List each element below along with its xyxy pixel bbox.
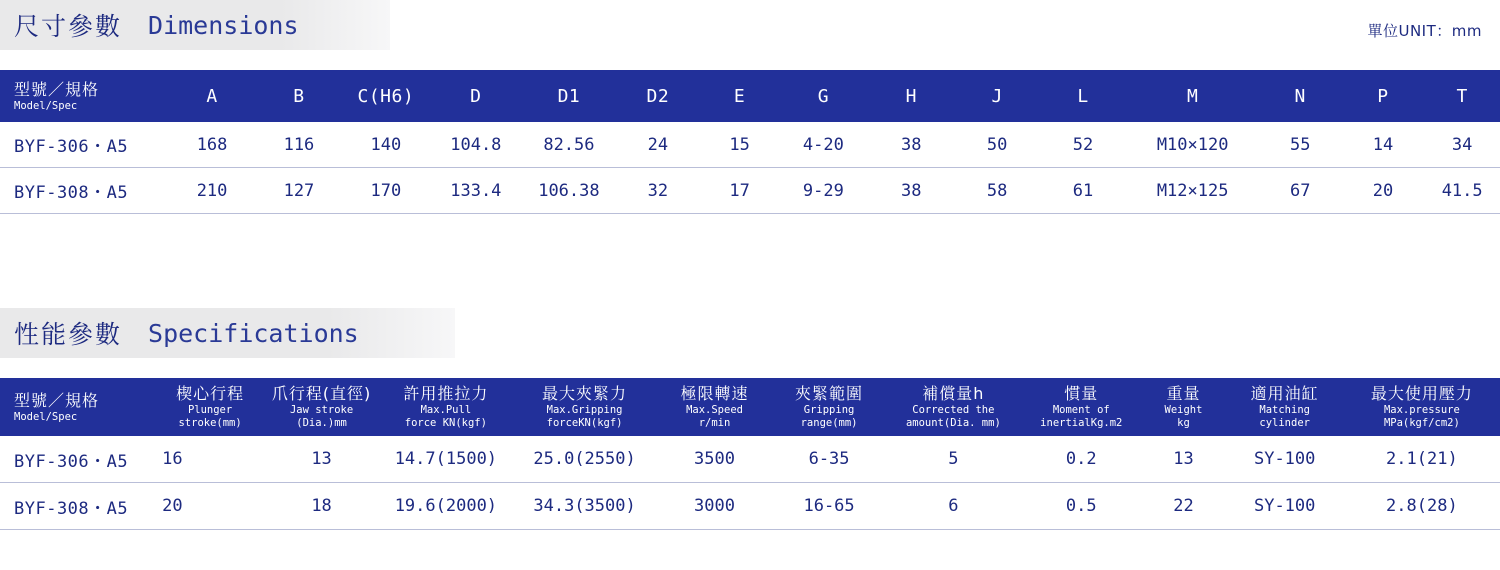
- specifications-header-gripping-range: 夾緊範圍 Gripping range(mm): [773, 378, 886, 436]
- specifications-header-max-gripping-force: 最大夾緊力 Max.Gripping forceKN(kgf): [513, 378, 657, 436]
- dimensions-header-row: [0, 70, 1500, 122]
- specifications-cell: 2.1(21): [1344, 436, 1500, 483]
- specifications-cell: 16: [156, 436, 264, 483]
- dimensions-cell: 38: [868, 122, 955, 168]
- dimensions-cell: 9-29: [779, 168, 868, 214]
- specifications-cell: 2.8(28): [1344, 483, 1500, 530]
- dimensions-cell: 168: [169, 122, 256, 168]
- specifications-header-row: [0, 378, 1500, 436]
- dimensions-header-m: M: [1126, 70, 1258, 122]
- dimensions-title-cn: 尺寸參數: [14, 12, 123, 41]
- dimensions-cell-model: BYF-306・A5: [0, 122, 169, 168]
- specifications-header-max-pull-force: 許用推拉力 Max.Pull force KN(kgf): [379, 378, 513, 436]
- dimensions-cell: 133.4: [429, 168, 522, 214]
- specifications-cell: SY-100: [1226, 436, 1344, 483]
- dimensions-table: [0, 70, 1500, 214]
- specifications-cell: 3500: [656, 436, 772, 483]
- specifications-header-jaw-stroke: 爪行程(直徑) Jaw stroke (Dia.)mm: [264, 378, 379, 436]
- dimensions-header-model-en: Model/Spec: [14, 99, 78, 112]
- specifications-cell: 0.5: [1021, 483, 1141, 530]
- dimensions-header-n: N: [1259, 70, 1342, 122]
- specifications-cell: 13: [1141, 436, 1225, 483]
- specifications-cell: 6: [886, 483, 1022, 530]
- dimensions-cell: 24: [615, 122, 700, 168]
- dimensions-cell: 52: [1040, 122, 1127, 168]
- specifications-cell: 20: [156, 483, 264, 530]
- specifications-cell: 25.0(2550): [513, 436, 657, 483]
- specifications-cell-model: BYF-306・A5: [0, 436, 156, 483]
- specifications-cell: 3000: [656, 483, 772, 530]
- dimensions-cell: 116: [256, 122, 343, 168]
- specifications-header-matching-cylinder: 適用油缸 Matching cylinder: [1226, 378, 1344, 436]
- dimensions-header-e: E: [700, 70, 779, 122]
- specifications-cell: 16-65: [773, 483, 886, 530]
- dimensions-cell: 106.38: [522, 168, 615, 214]
- dimensions-cell: 38: [868, 168, 955, 214]
- dimensions-title-en: Dimensions: [148, 10, 299, 40]
- dimensions-cell: 170: [342, 168, 429, 214]
- table-row: [0, 483, 1500, 530]
- dimensions-cell: 50: [955, 122, 1040, 168]
- dimensions-header-l: L: [1040, 70, 1127, 122]
- dimensions-cell: 14: [1342, 122, 1425, 168]
- specifications-cell: 19.6(2000): [379, 483, 513, 530]
- dimensions-header-b: B: [256, 70, 343, 122]
- table-row: [0, 168, 1500, 214]
- specifications-cell: 34.3(3500): [513, 483, 657, 530]
- dimensions-cell: 4-20: [779, 122, 868, 168]
- dimensions-cell: 127: [256, 168, 343, 214]
- dimensions-header-d: D: [429, 70, 522, 122]
- dimensions-cell: 61: [1040, 168, 1127, 214]
- dimensions-cell: 210: [169, 168, 256, 214]
- dimensions-header-t: T: [1424, 70, 1500, 122]
- dimensions-header-d1: D1: [522, 70, 615, 122]
- dimensions-cell: 67: [1259, 168, 1342, 214]
- specifications-cell: 14.7(1500): [379, 436, 513, 483]
- dimensions-header-h: H: [868, 70, 955, 122]
- dimensions-cell: 58: [955, 168, 1040, 214]
- dimensions-header-model: [0, 70, 169, 122]
- dimensions-header-g: G: [779, 70, 868, 122]
- specifications-cell: 18: [264, 483, 379, 530]
- dimensions-header-d2: D2: [615, 70, 700, 122]
- specifications-header-corrected-amount: 補償量h Corrected the amount(Dia. mm): [886, 378, 1022, 436]
- dimensions-cell: 20: [1342, 168, 1425, 214]
- dimensions-cell: 15: [700, 122, 779, 168]
- specifications-header-max-speed: 極限轉速 Max.Speed r/min: [656, 378, 772, 436]
- dimensions-cell: 140: [342, 122, 429, 168]
- dimensions-header-j: J: [955, 70, 1040, 122]
- unit-note: 單位UNIT：mm: [1367, 22, 1482, 40]
- specifications-header-model: 型號／規格 Model/Spec: [0, 378, 156, 436]
- specifications-section-heading: [0, 308, 455, 358]
- specifications-cell: 6-35: [773, 436, 886, 483]
- dimensions-cell: 32: [615, 168, 700, 214]
- dimensions-cell-model: BYF-308・A5: [0, 168, 169, 214]
- specifications-header-moment-of-inertia: 慣量 Moment of inertialKg.m2: [1021, 378, 1141, 436]
- specifications-table: [0, 378, 1500, 530]
- dimensions-cell: M12×125: [1126, 168, 1258, 214]
- specifications-header-max-pressure: 最大使用壓力 Max.pressure MPa(kgf/cm2): [1344, 378, 1500, 436]
- dimensions-cell: 41.5: [1424, 168, 1500, 214]
- dimensions-cell: 55: [1259, 122, 1342, 168]
- table-row: [0, 122, 1500, 168]
- dimensions-cell: 34: [1424, 122, 1500, 168]
- dimensions-cell: M10×120: [1126, 122, 1258, 168]
- dimensions-cell: 17: [700, 168, 779, 214]
- specifications-header-plunger-stroke: 楔心行程 Plunger stroke(mm): [156, 378, 264, 436]
- specifications-cell: SY-100: [1226, 483, 1344, 530]
- specifications-header-weight: 重量 Weight kg: [1141, 378, 1225, 436]
- dimensions-cell: 82.56: [522, 122, 615, 168]
- dimensions-header-p: P: [1342, 70, 1425, 122]
- specifications-title-en: Specifications: [148, 318, 359, 348]
- specifications-cell: 13: [264, 436, 379, 483]
- specifications-cell: 0.2: [1021, 436, 1141, 483]
- table-row: [0, 436, 1500, 483]
- dimensions-section-heading: [0, 0, 390, 50]
- dimensions-header-c: C(H6): [342, 70, 429, 122]
- specifications-cell: 5: [886, 436, 1022, 483]
- dimensions-cell: 104.8: [429, 122, 522, 168]
- dimensions-header-a: A: [169, 70, 256, 122]
- specifications-cell-model: BYF-308・A5: [0, 483, 156, 530]
- dimensions-header-model-cn: 型號／規格: [14, 79, 100, 99]
- specifications-cell: 22: [1141, 483, 1225, 530]
- specifications-title-cn: 性能參數: [14, 320, 123, 349]
